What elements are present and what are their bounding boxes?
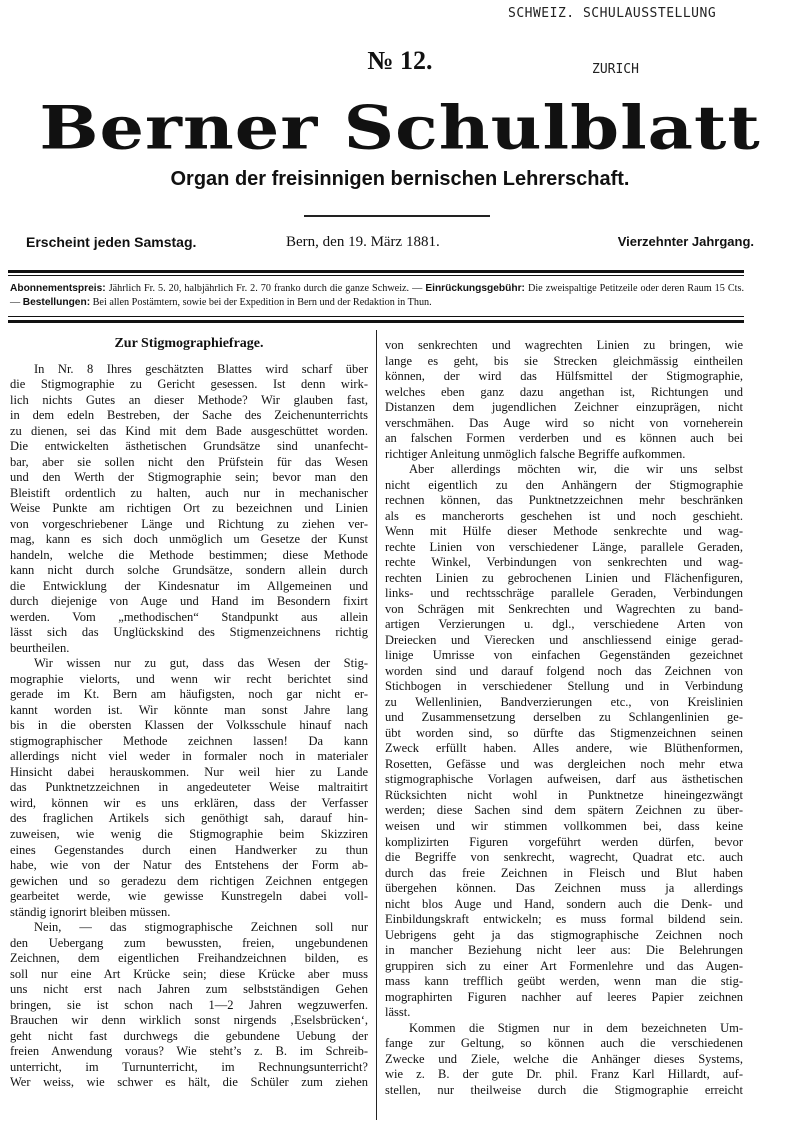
text-line: allerdings nicht viel weder in formaler noch in materialer xyxy=(10,749,368,764)
text-line: Brauchen wir denn wirklich sonst nirgends ‚Eselsbrücken‘, xyxy=(10,1013,368,1028)
text-line: lässt. xyxy=(385,1005,411,1020)
text-line: soll nur eine Art Krücke sein; diese Krücke aber muss xyxy=(10,966,368,981)
text-line: Rosetten, Gefässe und was dergleichen noch mehr etwa xyxy=(385,756,743,771)
text-line: stellen, nur theilweise durch die Stigmographie erreicht xyxy=(385,1082,743,1097)
text-line: rechnen können, das Punktnetzzeichnen mehr beschränken xyxy=(385,493,743,508)
text-line: zuweisen, wie wenig die Stigmographie beim Skizziren xyxy=(10,826,368,841)
text-line: bar, aber sie sollen nicht den Prüfstein für das Wesen xyxy=(10,454,368,469)
orders-text: Bei allen Postämtern, sowie bei der Expedition in Bern und der Redaktion in Thun. xyxy=(90,297,432,308)
text-line: Aber allerdings möchten wir, die wir uns selbst xyxy=(409,462,743,477)
subscription-info xyxy=(10,282,744,310)
text-line: worden sind und darauf folgend noch das Zeichnen von xyxy=(385,663,743,678)
text-line: welches eben ganz dazu angethan ist, Richtungen und xyxy=(385,384,743,399)
text-line: können, der wird das Hülfsmittel der Stigmographie, xyxy=(385,369,743,384)
subscription-price-text: Jährlich Fr. 5. 20, halbjährlich Fr. 2. 70 franko durch die ganze Schweiz. — xyxy=(105,283,426,294)
text-line: mag, kann es sich doch unmöglich um Gesetze der Kunst xyxy=(10,532,368,547)
text-line: mographirten Figuren nachher auf leeres Papier zeichnen xyxy=(385,989,743,1004)
text-line: als es mancherorts geschehen ist und noch geschieht. xyxy=(385,508,743,523)
text-line: freien Anwendung voraus? Wie steht’s z. B. im Schreib- xyxy=(10,1044,368,1059)
text-line: und Zusammensetzung derselben zu Schlangenlinien ge- xyxy=(385,710,743,725)
text-line: wird, können wir es uns erklären, dass der Verfasser xyxy=(10,795,368,810)
text-line: durch diejenige von Auge und Hand im Besondern fixirt xyxy=(10,594,368,609)
text-line: eines Gegenstandes durch einen Handwerker zu thun xyxy=(10,842,368,857)
text-line: an falschen Formen verderben und es können auch bei xyxy=(385,431,743,446)
text-line: durch das freie Zeichnen in Fleisch und Blut haben xyxy=(385,865,743,880)
top-rule-thin xyxy=(8,275,744,276)
text-line: ständig ignorirt bleiben müssen. xyxy=(10,904,171,919)
text-line: mass kann trefflich geübt werden, wenn man die stig- xyxy=(385,974,743,989)
text-line: Zweck erfüllt haben. Alles andere, wie Blüthenformen, xyxy=(385,741,743,756)
text-line: verschmähen. Das Auge wird so nicht von vorneherein xyxy=(385,415,743,430)
text-line: Kommen die Stigmen nur in dem bezeichneten Um- xyxy=(409,1020,743,1035)
text-line: weisen und wir stimmen vollkommen bei, dass keine xyxy=(385,818,743,833)
text-line: links- und rechtsschräge parallele Geraden, Verbindungen xyxy=(385,586,743,601)
article-column-right xyxy=(385,338,743,1098)
text-line: stigmographische Vorlagen aufweisen, darf aus ästhetischen xyxy=(385,772,743,787)
text-line: übt worden sind, so dürfte das Stigmenzeichnen seinen xyxy=(385,725,743,740)
text-line: Weise Punkte am richtigen Ort zu bezeichnen und Linien xyxy=(10,501,368,516)
masthead-title: Berner Schulblatt xyxy=(39,91,761,164)
text-line: und den Werth der Stigmographie sein; bevor man den xyxy=(10,470,368,485)
text-line: Nein, — das stigmographische Zeichnen soll nur xyxy=(34,920,368,935)
text-line: gruppiren sich zu einer Art Formenlehre und das Augen- xyxy=(385,958,743,973)
publication-info-line xyxy=(26,234,754,258)
text-line: Wenn mit Hülfe dieser Methode senkrechte und wag- xyxy=(385,524,743,539)
short-divider xyxy=(304,215,490,217)
text-line: lange es geht, bis sie Strecken gleichmässig eintheilen xyxy=(385,353,743,368)
text-line: von Schrägen mit Senkrechten und Wagrechten zu band- xyxy=(385,601,743,616)
publication-volume: Vierzehnter Jahrgang. xyxy=(617,234,754,249)
text-line: gewichen und so geradezu dem richtigen Zeichnen entgegen xyxy=(10,873,368,888)
bottom-rule-thin xyxy=(8,316,744,317)
text-line: des fraglichen Artikels sich genöthigt sah, darauf hin- xyxy=(10,811,368,826)
issue-number: № 12. xyxy=(367,46,433,75)
article-left-text xyxy=(10,362,368,1091)
text-line: zu dienen, sei das Kind mit dem Bade ausgeschüttet worden. xyxy=(10,423,368,438)
text-line: Distanzen dem jugendlichen Zeichner einzuprägen, nicht xyxy=(385,400,743,415)
text-line: Zwecke und Ziele, welche die Anhänger dieses Systems, xyxy=(385,1051,743,1066)
article-right-text xyxy=(385,338,743,1098)
text-line: gearbeitet werde, wie gewisse Kunstregeln dabei voll- xyxy=(10,889,368,904)
orders-label: Bestellungen: xyxy=(22,297,91,308)
masthead-subtitle: Organ der freisinnigen bernischen Lehrerschaft. xyxy=(170,168,630,190)
text-line: übergehen können. Das Zeichnen muss ja allerdings xyxy=(385,881,743,896)
text-line: linige Umrisse von einfachen Gegenständen gezeichnet xyxy=(385,648,743,663)
text-line: werden. Vom „methodischen“ Standpunkt aus allein xyxy=(10,609,368,624)
top-rule xyxy=(8,270,744,273)
text-line: in mancher Beziehung nicht leer aus: Die Belehrungen xyxy=(385,943,743,958)
text-line: von vorgeschriebener Länge und Richtung zu ziehen ver- xyxy=(10,516,368,531)
text-line: die Entwicklung der Kindesnatur im Allgemeinen und xyxy=(10,578,368,593)
text-line: mographie vielorts, und wenn wir recht berichtet sind xyxy=(10,671,368,686)
library-stamp: SCHWEIZ. SCHULAUSSTELLUNG xyxy=(508,6,717,21)
text-line: kann nicht durch solche Grundsätze, sondern allein durch xyxy=(10,563,368,578)
text-line: nicht blos Auge und Hand, sondern auch die Denk- und xyxy=(385,896,743,911)
text-line: wie z. B. der gute Dr. phil. Franz Karl Hillardt, auf- xyxy=(385,1067,743,1082)
article-column-left xyxy=(10,332,368,1091)
text-line: Stichbogen in verschiedener Stellung und in Verbindung xyxy=(385,679,743,694)
text-line: Zeichnen, dem eigentlichen Freihandzeichnen bilden, es xyxy=(10,951,368,966)
text-line: von senkrechten und wagrechten Linien zu bringen, wie xyxy=(385,338,743,352)
text-line: Bleistift ordentlich zu halten, auch nur in mechanischer xyxy=(10,485,368,500)
text-line: bis in die obersten Klassen der Volksschule hinauf nach xyxy=(10,718,368,733)
text-line: beurtheilen. xyxy=(10,640,70,655)
advert-fee-label: Einrückungsgebühr: xyxy=(425,283,525,294)
text-line: Die entwickelten ästhetischen Grundsätze sind unanfecht- xyxy=(10,439,368,454)
text-line: die Stigmographie zu Gericht gesessen. Ist denn wirk- xyxy=(10,377,368,392)
subscription-price-label: Abonnementspreis: xyxy=(10,283,106,294)
text-line: bringen, sie ist schon nach 1—2 Jahren wegzuwerfen. xyxy=(10,997,368,1012)
library-stamp-city: ZURICH xyxy=(592,62,639,77)
text-line: das Punktnetzzeichnen in angedeuteter Weise maltraitirt xyxy=(10,780,368,795)
text-line: lich nichts Gutes an dieser Methode? Wir glauben fast, xyxy=(10,392,368,407)
publication-date: Bern, den 19. März 1881. xyxy=(286,234,440,250)
text-line: kannt worden ist. Wir könnte man sonst Jahre lang xyxy=(10,702,368,717)
text-line: gerade im Kt. Bern am häufigsten, noch gar nicht er- xyxy=(10,687,368,702)
text-line: rechte Winkel, Verbindungen von senkrechten und wag- xyxy=(385,555,743,570)
text-line: uns nicht erst nach Jahren zum selbstständigen Gehen xyxy=(10,982,368,997)
text-line: Dreiecken und Vierecken und anschliessend einige gerad- xyxy=(385,632,743,647)
text-line: In Nr. 8 Ihres geschätzten Blattes wird scharf über xyxy=(34,361,368,376)
article-title: Zur Stigmographiefrage. xyxy=(114,336,264,351)
text-line: unterricht, im Turnunterricht, im Rechnungsunterricht? xyxy=(10,1059,368,1074)
text-line: komplizirten Figuren vorgeführt werden dürfen, bevor xyxy=(385,834,743,849)
text-line: lässt sich das Unglückskind des Stigmenzeichnens richtig xyxy=(10,625,368,640)
text-line: den Uebergang zum bewussten, freien, ungebundenen xyxy=(10,935,368,950)
publication-frequency: Erscheint jeden Samstag. xyxy=(26,234,197,250)
text-line: rechten Linien zu gebrochenen Linien und Flächenfiguren, xyxy=(385,570,743,585)
text-line: die Begriffe von senkrecht, wagrecht, Quadrat etc. auch xyxy=(385,850,743,865)
text-line: Rücksichten nicht wohl in Punktnetze hineingezwängt xyxy=(385,787,743,802)
text-line: fange zur Geltung, so können auch die verschiedenen xyxy=(385,1036,743,1051)
text-line: Uebrigens geht ja das stigmographische Zeichnen noch xyxy=(385,927,743,942)
text-line: werden; diese Sachen sind dem spätern Zeichnen zu über- xyxy=(385,803,743,818)
text-line: zu Wellenlinien, Bandverzierungen etc., von Kreislinien xyxy=(385,694,743,709)
text-line: Hinsicht dabei herauskommen. Nur weil hier zu Lande xyxy=(10,764,368,779)
text-line: handeln, welche die Methode bestimmen; diese Methode xyxy=(10,547,368,562)
text-line: Wer weiss, wie schwer es hält, die Schüler zum ziehen xyxy=(10,1075,368,1090)
text-line: Wir wissen nur zu gut, dass das Wesen der Stig- xyxy=(34,656,368,671)
text-line: habe, wie von der Natur des Entstehens der Form ab- xyxy=(10,858,368,873)
bottom-rule xyxy=(8,320,744,323)
text-line: in dem edeln Bestreben, der Sache des Zeichenunterrichts xyxy=(10,408,368,423)
text-line: artigen Verzierungen u. dgl., verschiedene Arten von xyxy=(385,617,743,632)
text-line: stigmographischer Methode zeichnen lassen! Da kann xyxy=(10,733,368,748)
column-divider xyxy=(376,330,377,1120)
text-line: rechte Linien von verschiedener Länge, parallele Geraden, xyxy=(385,539,743,554)
text-line: richtiger Anleitung unmöglich falsche Begriffe aufkommen. xyxy=(385,446,686,461)
text-line: geht nicht fast durchwegs die gebundene Uebung der xyxy=(10,1028,368,1043)
text-line: Einbildungskraft entwickeln; es muss formal bildend sein. xyxy=(385,912,743,927)
text-line: nicht eigentlich zu den Anhängern der Stigmographie xyxy=(385,477,743,492)
advert-fee-text: Die zweispaltige Petitzeile oder deren Raum 15 Cts. — xyxy=(10,283,744,308)
